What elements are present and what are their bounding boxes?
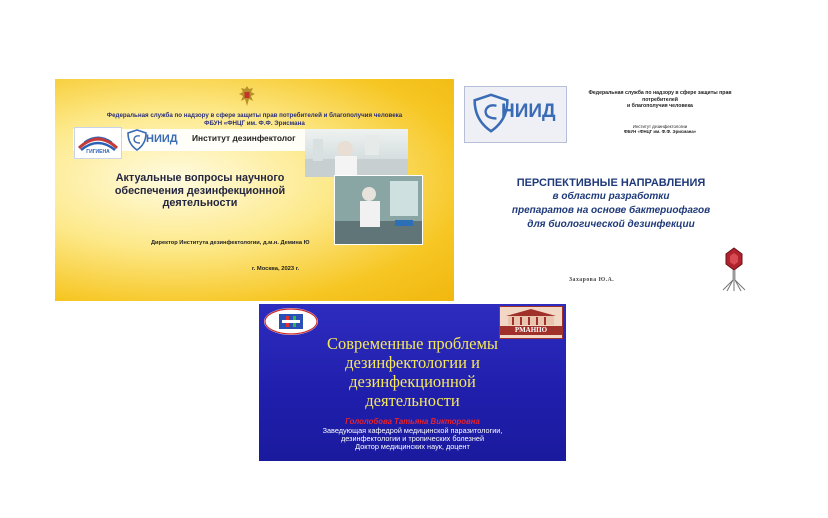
- institute-label: Институт дезинфектолог: [192, 133, 296, 143]
- position-line-2: дезинфектологии и тропических болезней: [340, 434, 485, 443]
- department-logo-graphic: [264, 308, 318, 335]
- niid-logo-large: [464, 86, 567, 143]
- worker-photo: [334, 175, 423, 245]
- slide-3-title-line-1: Современные проблемы: [327, 334, 498, 353]
- slide-3-title: [279, 334, 546, 410]
- slide-1-title-line-2: обеспечения дезинфекционной: [114, 184, 286, 197]
- building-icon: [500, 307, 562, 326]
- slide-2-subtitle-line-1: в области разработки: [552, 191, 670, 202]
- author-name: Захарова Ю.А.: [569, 277, 615, 283]
- director-line: Директор Института дезинфектологии, д.м.н. Демина Ю: [151, 240, 310, 246]
- agency-line-3: и благополучия человека: [627, 103, 693, 109]
- laboratory-photo-graphic: [305, 129, 408, 177]
- position-line-1: Заведующая кафедрой медицинской паразитологии,: [322, 426, 503, 435]
- slide-thumbnail-1: [55, 79, 454, 301]
- slide-3-title-line-4: деятельности: [365, 391, 460, 410]
- emblem-icon: [238, 85, 256, 107]
- institute-label: Институт дезинфектологии: [632, 124, 688, 129]
- slide-1-title-line-3: деятельности: [162, 197, 238, 209]
- slide-2-title: ПЕРСПЕКТИВНЫЕ НАПРАВЛЕНИЯ: [516, 177, 706, 189]
- position-line-3: Доктор медицинских наук, доцент: [355, 442, 470, 451]
- slide-1-title-line-1: Актуальные вопросы научного: [115, 172, 285, 184]
- slide-2-subtitle-line-3: для биологической дезинфекции: [527, 219, 695, 230]
- hygiene-logo: [74, 127, 122, 159]
- slide-3-title-line-2: дезинфектологии и: [345, 353, 480, 372]
- slide-1-title: [85, 172, 315, 210]
- presenter-name: Гололобова Татьяна Викторовна: [345, 417, 480, 426]
- slide-2-subtitle-line-2: препаратов на основе бактериофагов: [511, 205, 711, 216]
- agency-line-2: потребителей: [642, 96, 678, 103]
- niid-logo-text: НИИД: [146, 133, 178, 145]
- fbun-label: ФБУН «ФНЦГ им. Ф.Ф. Эрисмана»: [623, 129, 697, 134]
- hygiene-logo-text: ГИГИЕНА: [86, 149, 110, 155]
- slide-thumbnail-3: [259, 304, 566, 461]
- agency-line-1: Федеральная служба по надзору в сфере защиты прав: [588, 90, 732, 96]
- city-year: г. Москва, 2023 г.: [251, 266, 300, 272]
- shield-icon: [126, 129, 148, 151]
- laboratory-photo: [305, 129, 408, 177]
- department-logo: [264, 308, 318, 335]
- slide-thumbnail-2: [461, 84, 764, 303]
- niid-logo: [126, 129, 181, 151]
- niid-logo-large-text: НИИД: [501, 101, 556, 122]
- slide-3-title-line-3: дезинфекционной: [349, 372, 476, 391]
- agency-line-1: Федеральная служба по надзору в сфере защиты прав потребителей и благополучия человека: [106, 112, 403, 119]
- worker-photo-graphic: [335, 176, 422, 244]
- agency-line-2: ФБУН «ФНЦГ им. Ф.Ф. Эрисмана: [204, 120, 305, 127]
- bacteriophage-icon: [717, 246, 751, 292]
- rmanpo-logo-text: РМАНПО: [500, 326, 562, 335]
